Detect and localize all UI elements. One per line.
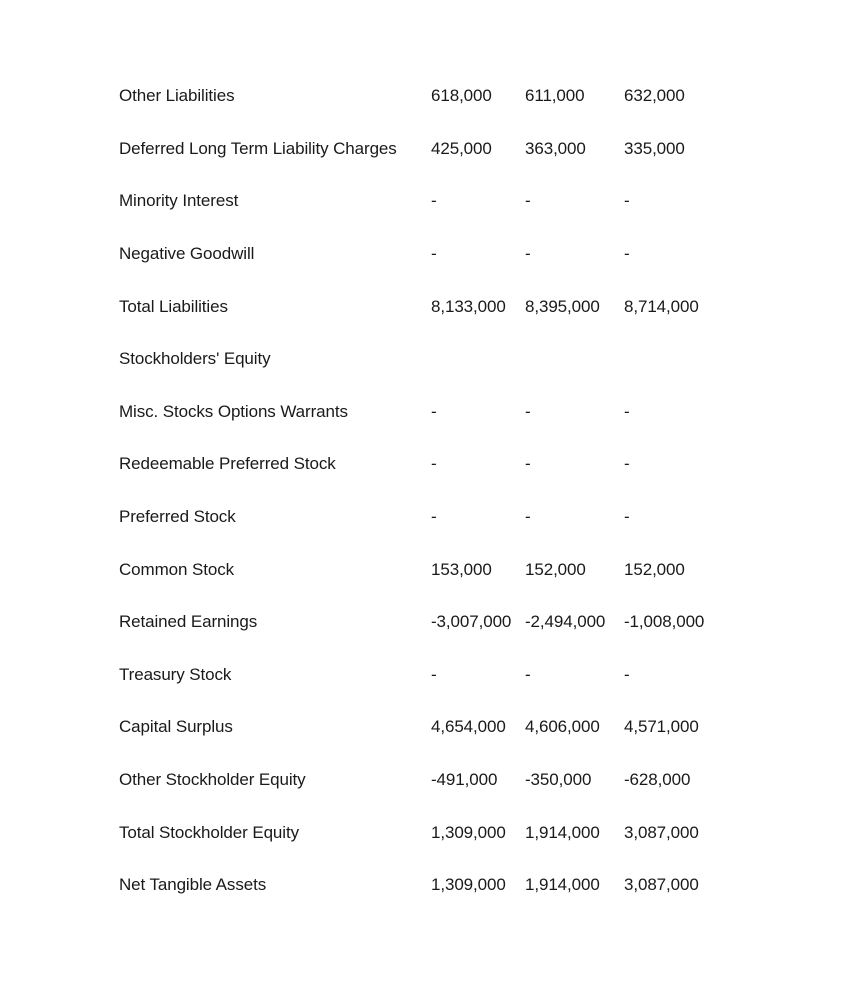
table-row-deferred-long-term-liability-charges <box>119 123 759 176</box>
value-col-1: -491,000 <box>431 770 498 790</box>
table-row-treasury-stock <box>119 649 759 702</box>
row-label: Minority Interest <box>119 191 239 211</box>
row-label: Common Stock <box>119 559 235 579</box>
table-row-common-stock <box>119 543 759 596</box>
value-col-1: - <box>431 507 437 527</box>
table-row-other-liabilities <box>119 70 759 123</box>
row-label: Total Liabilities <box>119 296 228 316</box>
value-col-1: - <box>431 401 437 421</box>
table-row-retained-earnings <box>119 596 759 649</box>
value-col-3: 335,000 <box>624 138 685 158</box>
value-col-2: 8,395,000 <box>525 296 600 316</box>
value-col-3: - <box>624 664 630 684</box>
value-col-2: 1,914,000 <box>525 822 600 842</box>
balance-sheet-table <box>119 70 759 912</box>
value-col-3: -1,008,000 <box>624 612 705 632</box>
value-col-2: - <box>525 191 531 211</box>
value-col-1: 425,000 <box>431 138 492 158</box>
value-col-1: - <box>431 191 437 211</box>
table-row-total-stockholder-equity <box>119 806 759 859</box>
value-col-2: 363,000 <box>525 138 586 158</box>
table-row-stockholders-equity-header <box>119 333 759 386</box>
value-col-2: - <box>525 507 531 527</box>
row-label: Other Liabilities <box>119 86 235 106</box>
table-row-redeemable-preferred-stock <box>119 438 759 491</box>
value-col-2: 4,606,000 <box>525 717 600 737</box>
row-label: Preferred Stock <box>119 507 236 527</box>
value-col-3: 152,000 <box>624 559 685 579</box>
table-row-total-liabilities <box>119 280 759 333</box>
value-col-3: 3,087,000 <box>624 875 699 895</box>
value-col-1: 8,133,000 <box>431 296 506 316</box>
value-col-3: 3,087,000 <box>624 822 699 842</box>
table-row-negative-goodwill <box>119 228 759 281</box>
row-label: Net Tangible Assets <box>119 875 267 895</box>
value-col-3: - <box>624 191 630 211</box>
value-col-3: - <box>624 507 630 527</box>
value-col-2: - <box>525 244 531 264</box>
row-label: Deferred Long Term Liability Charges <box>119 138 397 158</box>
value-col-1: 618,000 <box>431 86 492 106</box>
value-col-1: - <box>431 454 437 474</box>
row-label: Treasury Stock <box>119 664 232 684</box>
value-col-1: 1,309,000 <box>431 822 506 842</box>
table-row-net-tangible-assets <box>119 859 759 912</box>
value-col-2: -2,494,000 <box>525 612 606 632</box>
value-col-2: 611,000 <box>525 86 585 106</box>
row-label: Other Stockholder Equity <box>119 770 306 790</box>
value-col-2: 1,914,000 <box>525 875 600 895</box>
section-heading: Stockholders' Equity <box>119 349 271 369</box>
value-col-3: 4,571,000 <box>624 717 699 737</box>
value-col-2: 152,000 <box>525 559 586 579</box>
row-label: Capital Surplus <box>119 717 233 737</box>
row-label: Retained Earnings <box>119 612 258 632</box>
table-row-minority-interest <box>119 175 759 228</box>
value-col-1: - <box>431 664 437 684</box>
value-col-3: 8,714,000 <box>624 296 699 316</box>
table-row-misc-stocks-options-warrants <box>119 386 759 439</box>
value-col-3: - <box>624 454 630 474</box>
value-col-1: 153,000 <box>431 559 492 579</box>
value-col-3: - <box>624 401 630 421</box>
value-col-2: -350,000 <box>525 770 592 790</box>
value-col-2: - <box>525 401 531 421</box>
value-col-3: -628,000 <box>624 770 691 790</box>
value-col-3: 632,000 <box>624 86 685 106</box>
value-col-1: 1,309,000 <box>431 875 506 895</box>
value-col-1: -3,007,000 <box>431 612 512 632</box>
value-col-1: 4,654,000 <box>431 717 506 737</box>
table-row-preferred-stock <box>119 491 759 544</box>
table-row-capital-surplus <box>119 701 759 754</box>
value-col-2: - <box>525 664 531 684</box>
value-col-3: - <box>624 244 630 264</box>
row-label: Negative Goodwill <box>119 244 255 264</box>
table-row-other-stockholder-equity <box>119 754 759 807</box>
row-label: Misc. Stocks Options Warrants <box>119 401 348 421</box>
value-col-2: - <box>525 454 531 474</box>
row-label: Redeemable Preferred Stock <box>119 454 336 474</box>
value-col-1: - <box>431 244 437 264</box>
row-label: Total Stockholder Equity <box>119 822 299 842</box>
